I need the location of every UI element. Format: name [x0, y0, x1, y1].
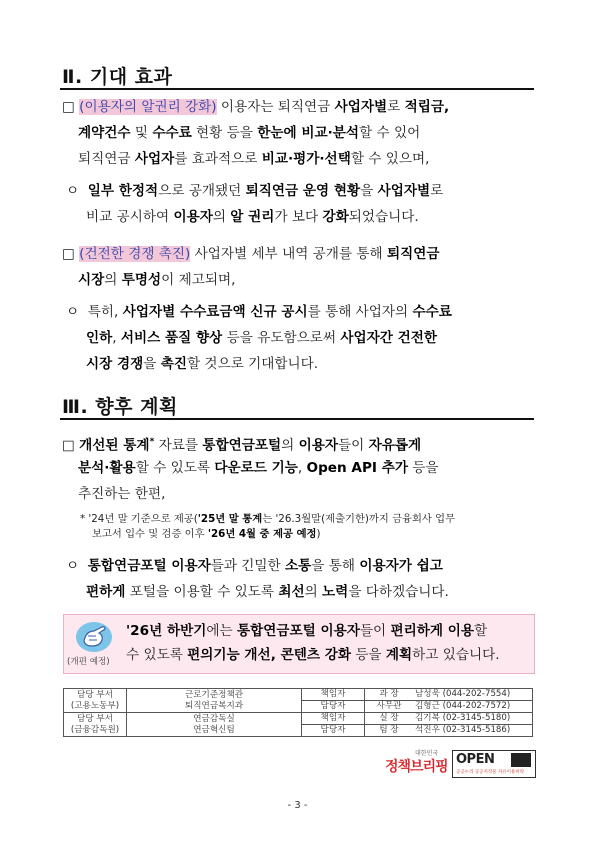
person-cell: 김형근 (044-202-7572): [413, 701, 533, 713]
role-cell: 책임자: [302, 713, 365, 725]
text: 사업자별: [377, 183, 431, 199]
bullet-square: □: [62, 99, 75, 115]
contact-table: [63, 688, 533, 737]
text: 등을: [407, 460, 439, 476]
text: 적립금,: [404, 99, 450, 115]
text: 할 것으로 기대합니다.: [186, 356, 319, 372]
paragraph-line: [66, 302, 452, 322]
paragraph-line: [66, 181, 443, 201]
title-cell: 팀 장: [365, 725, 414, 737]
text: 투명성: [121, 272, 162, 288]
text: 강화: [322, 209, 349, 225]
title-cell: 과 장: [365, 689, 414, 701]
text: 사업자별: [334, 99, 388, 115]
text: 할: [473, 623, 488, 639]
bullet-circle: ㅇ: [66, 558, 80, 574]
footnote-marker: *: [149, 437, 155, 447]
text: 사업자별 세부 내역 공개를 통해: [190, 246, 387, 262]
text: 하고 있습니다.: [412, 647, 500, 663]
text: 으로 공개됐던: [158, 183, 246, 199]
callout-box: [63, 614, 535, 674]
text: 수 있도록: [126, 647, 188, 663]
text: 의: [304, 584, 323, 600]
text: 노력: [322, 584, 349, 600]
paragraph-line: [62, 432, 421, 456]
text: 비교·평가·선택: [261, 151, 351, 167]
text: 편하게: [86, 584, 126, 600]
text: 가 보다: [274, 209, 323, 225]
paragraph-line: [86, 207, 419, 227]
text: 퇴직연금: [78, 151, 135, 167]
text: 알 권리: [230, 209, 275, 225]
text: 에는: [206, 623, 237, 639]
logo-caption: 대한민국: [415, 750, 439, 757]
text: 이용자: [173, 209, 213, 225]
paragraph-line: [66, 556, 443, 576]
page-number: - 3 -: [287, 800, 308, 811]
text: 수수료: [412, 304, 452, 320]
text: 들이: [359, 623, 391, 639]
text: 이용자가 쉽고: [359, 558, 443, 574]
text: 시장: [78, 272, 105, 288]
text: Open API 추가: [306, 460, 408, 476]
bullet-square: □: [62, 437, 75, 454]
text: 를 통해 사업자의: [307, 304, 413, 320]
division-cell: 근로기준정책관 퇴직연금복지과: [127, 689, 302, 713]
table-row: [64, 713, 533, 725]
text: 편의기능 개선, 콘텐츠 강화: [187, 647, 351, 663]
highlight-tag: (건전한 경쟁 촉진): [79, 246, 191, 262]
text: 들과 긴밀한: [210, 558, 286, 574]
person-cell: 김기복 (02-3145-5180): [413, 713, 533, 725]
dept-cell: 담당 부서 (고용노동부): [64, 689, 127, 713]
text: 계약건수: [78, 125, 131, 141]
text: 등을: [350, 647, 386, 663]
text: 보고서 입수 및 검증 이후: [92, 528, 208, 540]
text: 일부 한정적: [87, 183, 159, 199]
text: 현황 등을: [191, 125, 258, 141]
title-cell: 실 장: [365, 713, 414, 725]
text: 통합연금포털 이용자: [236, 623, 360, 639]
text: 편리하게 이용: [390, 623, 474, 639]
text: * '24년 말 기준으로 제공(: [80, 513, 198, 525]
text: 시장 경쟁: [86, 356, 144, 372]
footnote-line: [80, 512, 455, 527]
text: '26년 4월 중 제공 예정: [207, 528, 317, 540]
section-underline: [60, 88, 534, 90]
paragraph-line: [78, 484, 165, 504]
text: 통합연금포털 이용자: [87, 558, 211, 574]
role-cell: 책임자: [302, 689, 365, 701]
text: 이 제고되며,: [161, 272, 236, 288]
text: 서비스 품질 향상: [120, 330, 223, 346]
logo-wordmark: OPEN: [456, 752, 495, 767]
paragraph-line: [62, 97, 449, 117]
footnote-line: [92, 527, 321, 542]
title-cell: 사무관: [365, 701, 414, 713]
pointing-hand-icon: [72, 619, 116, 655]
text: 로: [387, 99, 405, 115]
logo-wordmark: 정책브리핑: [385, 759, 448, 775]
text: 퇴직연금 운영 현황: [245, 183, 361, 199]
paragraph-line: [86, 354, 318, 374]
text: 할 수 있으며,: [350, 151, 430, 167]
person-cell: 남성욱 (044-202-7554): [413, 689, 533, 701]
paragraph-line: [78, 458, 439, 478]
text: 이용자는 퇴직연금: [216, 99, 335, 115]
text: 사업자별 수수료금액 신규 공시: [122, 304, 308, 320]
paragraph-line: [62, 244, 440, 264]
text: 및: [130, 125, 153, 141]
text: '25년 말 통계: [197, 513, 263, 525]
text: ): [316, 528, 321, 540]
text: 분석·활용: [78, 460, 136, 476]
logo-caption: 공공누리 공공저작물 자유이용허락: [456, 770, 525, 775]
text: 촉진: [160, 356, 187, 372]
text: 의: [281, 437, 299, 454]
text: 들이: [337, 437, 369, 454]
callout-badge: (개편 예정): [67, 657, 110, 667]
text: 할 수 있어: [359, 125, 421, 141]
open-license-logo: [452, 750, 536, 778]
text: 의: [104, 272, 122, 288]
paragraph-line: [78, 123, 420, 143]
text: 통합연금포털: [202, 437, 282, 454]
text: 계획: [385, 647, 413, 663]
paragraph-line: [78, 270, 235, 290]
text: 포털을 이용할 수 있도록: [125, 584, 279, 600]
text: 이용자: [298, 437, 338, 454]
paragraph-line: [86, 328, 437, 348]
license-badge-icon: [511, 753, 531, 767]
text: 수수료: [152, 125, 192, 141]
text: 할 수 있도록: [135, 460, 215, 476]
text: 을: [360, 183, 378, 199]
text: 최선: [278, 584, 305, 600]
role-cell: 담당자: [302, 725, 365, 737]
text: 사업자간 건전한: [340, 330, 437, 346]
text: 소통: [285, 558, 312, 574]
text: 비교 공시하여: [86, 209, 174, 225]
text: 개선된 통계: [79, 437, 150, 454]
text: 퇴직연금: [386, 246, 440, 262]
text: 자료를: [154, 437, 203, 454]
text: 인하: [86, 330, 113, 346]
dept-cell: 담당 부서 (금융감독원): [64, 713, 127, 737]
paragraph-line: [86, 582, 449, 602]
text: 되었습니다.: [348, 209, 419, 225]
text: 는 '26.3월말(제출기한)까지 금융회사 업무: [262, 513, 456, 525]
paragraph-line: [78, 149, 429, 169]
text: '26년 하반기: [126, 623, 207, 639]
text: 한눈에 비교·분석: [257, 125, 360, 141]
bullet-square: □: [62, 246, 75, 262]
text: 의: [212, 209, 231, 225]
division-cell: 연금감독실 연금혁신팀: [127, 713, 302, 737]
policy-briefing-logo: [385, 748, 455, 778]
text: 를 효과적으로: [174, 151, 262, 167]
text: ,: [112, 330, 121, 346]
role-cell: 담당자: [302, 701, 365, 713]
table-row: [64, 689, 533, 701]
section-underline: [60, 418, 534, 420]
section-title-expected-effects: Ⅱ. 기대 효과: [62, 66, 173, 88]
bullet-circle: ㅇ: [66, 304, 80, 320]
text: ,: [297, 460, 307, 476]
person-cell: 석진우 (02-3145-5186): [413, 725, 533, 737]
text: 자유롭게: [368, 437, 422, 454]
text: 을 통해: [311, 558, 360, 574]
text: 을 다하겠습니다.: [348, 584, 449, 600]
section-title-future-plans: Ⅲ. 향후 계획: [62, 396, 178, 418]
text: 다운로드 기능: [214, 460, 298, 476]
text: 추진하는 한편,: [78, 486, 166, 502]
highlight-tag: (이용자의 알권리 강화): [79, 99, 217, 115]
text: 등을 유도함으로써: [222, 330, 341, 346]
text: 사업자: [134, 151, 175, 167]
callout-line: [126, 645, 500, 665]
callout-line: [126, 621, 487, 641]
text: 을: [143, 356, 161, 372]
bullet-circle: ㅇ: [66, 183, 80, 199]
text: 로: [430, 183, 444, 199]
text: 특히,: [87, 304, 123, 320]
